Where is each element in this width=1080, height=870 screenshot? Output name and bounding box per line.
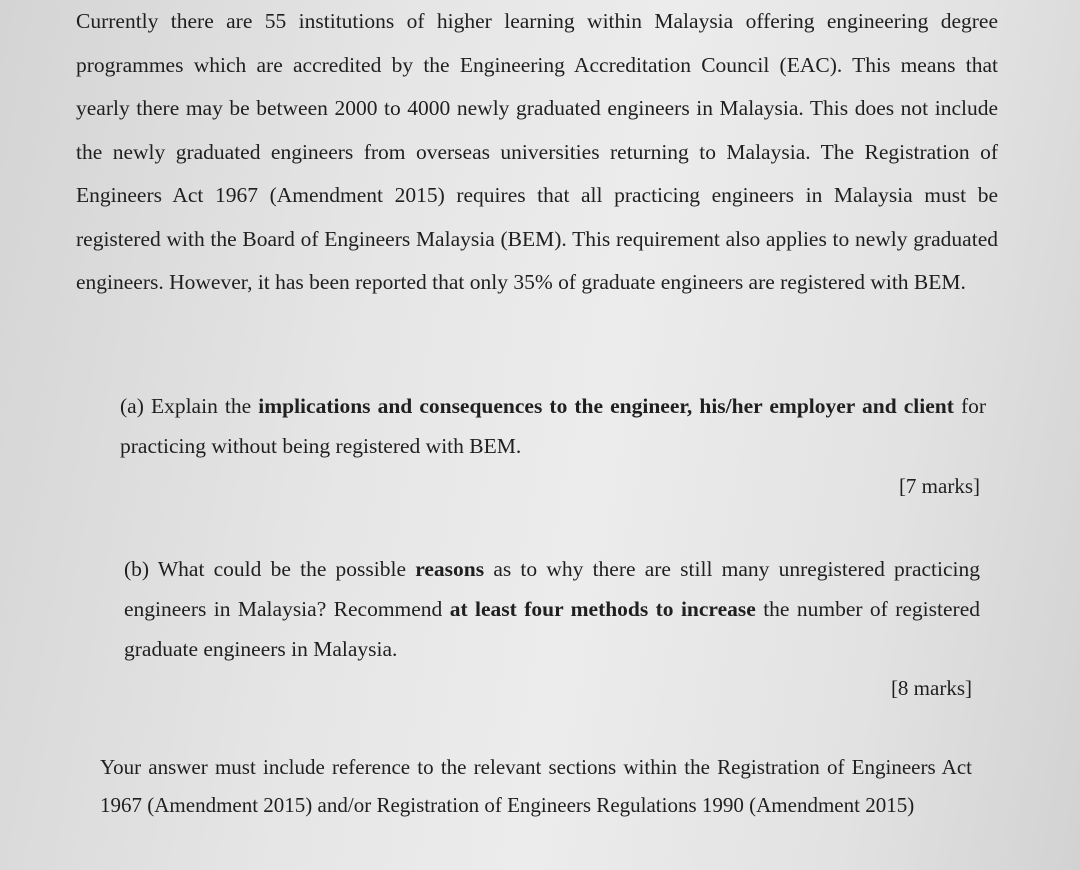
question-a-text-end: for practicing without being registered with BEM. <box>120 394 987 458</box>
question-a-text-bold: implications and consequences to the engineer, his/her employer and client <box>258 394 954 418</box>
question-a-label: (a) <box>120 394 144 418</box>
answer-note: Your answer must include reference to the relevant sections within the Registration of Engineers Act 1967 (Amendment 2015) and/or Registration of Engineers Regulations 1990 (Amendment 2015) <box>100 755 972 817</box>
question-b-marks: [8 marks] <box>890 676 972 700</box>
question-b-text-end: the number of registered graduate engineers in Malaysia. <box>124 597 980 661</box>
question-b-text-mid: as to why there are still many unregistered practicing engineers in Malaysia? Recommend <box>124 557 980 621</box>
question-b <box>124 549 980 669</box>
question-a-text-start: Explain the <box>150 394 259 418</box>
question-a-marks: [7 marks] <box>898 474 980 498</box>
intro-paragraph: Currently there are 55 institutions of higher learning within Malaysia offering engineering degree programmes which are accredited by the Engineering Accreditation Council (EAC). This means that yearly there may be between 2000 to 4000 newly graduated engineers in Malaysia. This does not include the newly graduated engineers from overseas universities returning to Malaysia. The Registration of Engineers Act 1967 (Amendment 2015) requires that all practicing engineers in Malaysia must be registered with the Board of Engineers Malaysia (BEM). This requirement also applies to newly graduated engineers. However, it has been reported that only 35% of graduate engineers are registered with BEM. <box>76 9 998 294</box>
question-b-label: (b) <box>124 557 150 581</box>
question-b-text-start: What could be the possible <box>157 557 416 581</box>
question-b-text-bold-methods: at least four methods to increase <box>449 597 756 621</box>
question-a <box>120 386 986 466</box>
question-b-text-bold-reasons: reasons <box>415 557 485 581</box>
